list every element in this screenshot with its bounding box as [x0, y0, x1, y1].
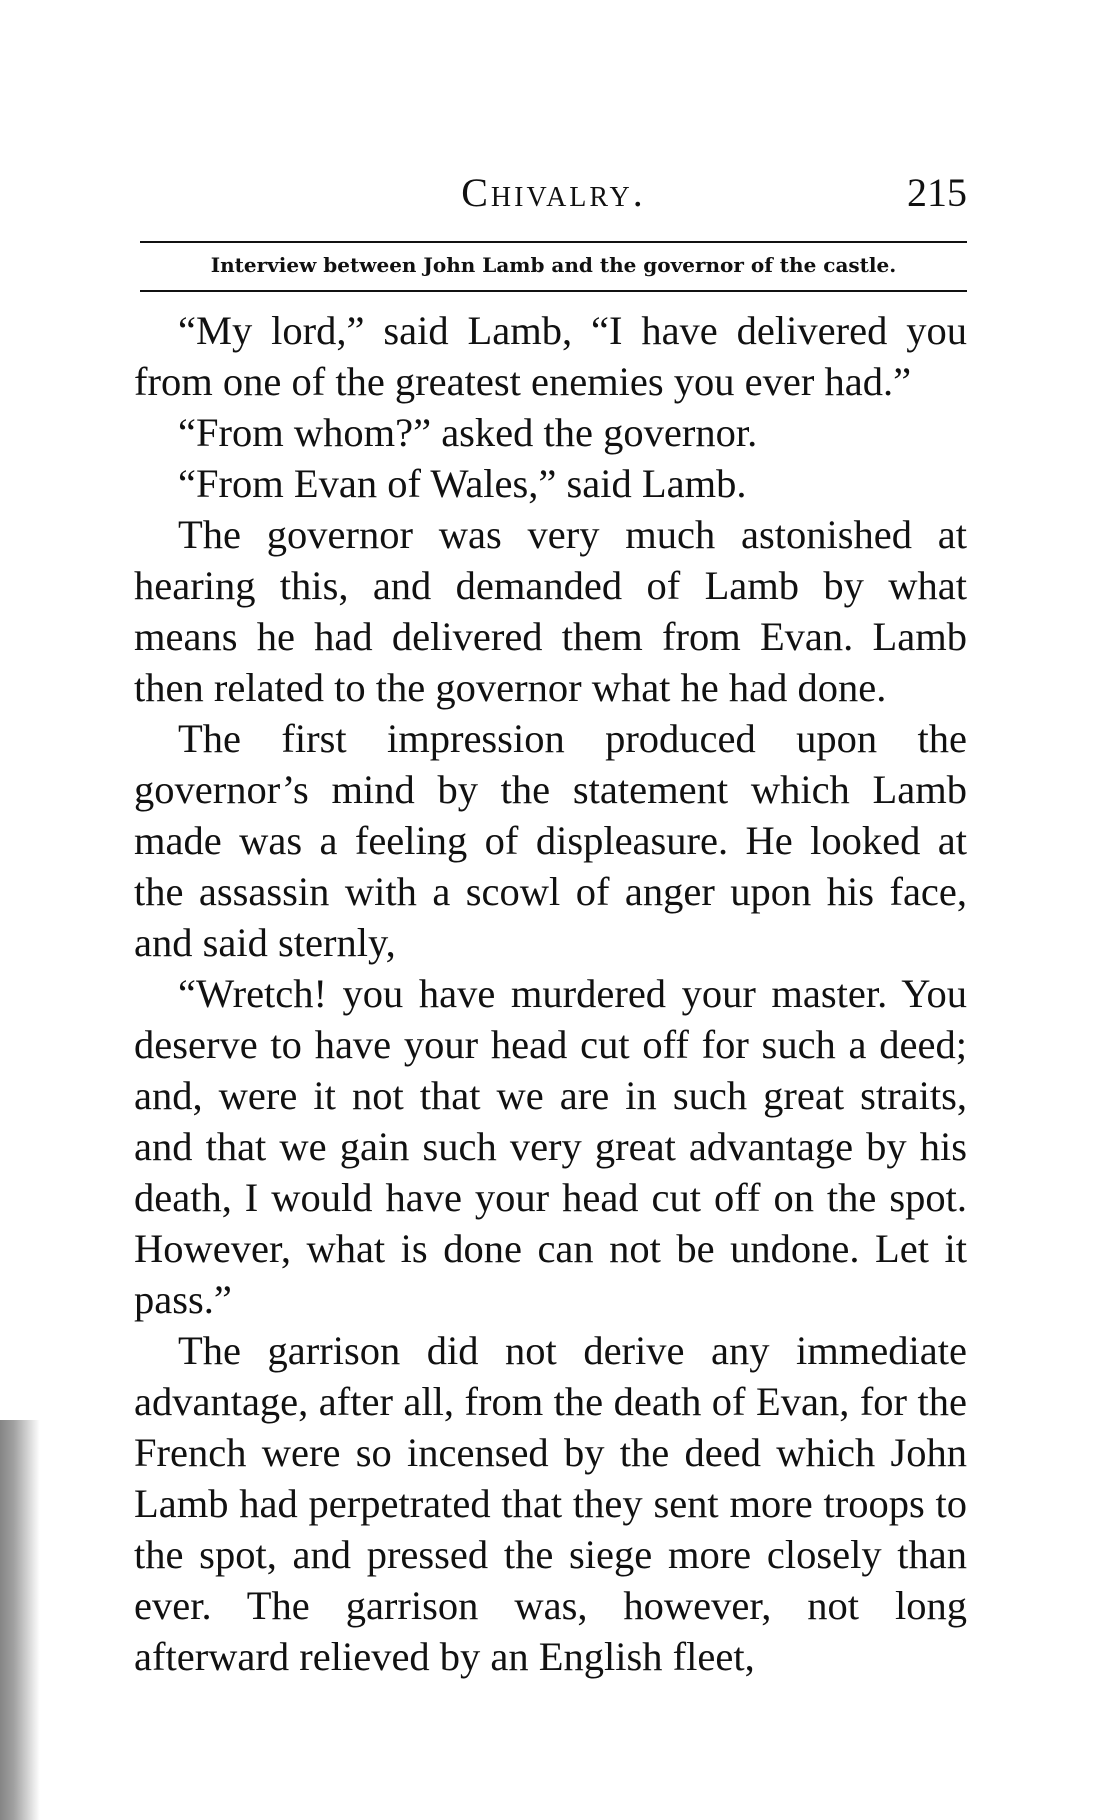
paragraph: “From Evan of Wales,” said Lamb. — [178, 461, 747, 506]
paragraph: The first impression produced upon the governor’s mind by the statement which Lamb made was a feeling of displeasure. He looked at the assassin with a scowl of anger upon his face, and said sternly, — [134, 716, 967, 965]
page-number: 215 — [907, 170, 967, 215]
running-head — [140, 168, 967, 218]
bottom-rule — [140, 290, 967, 292]
page-edge-shadow — [0, 1420, 40, 1820]
paragraph: The garrison did not derive any immediate advantage, after all, from the death of Evan, for the French were so incensed by the deed which John Lamb had perpetrated that they sent more troops to the spot, and pressed the siege more closely than ever. The garrison was, however, not long afterward relieved by an English fleet, — [134, 1328, 967, 1679]
paragraph: The governor was very much astonished at hearing this, and demanded of Lamb by what means he had delivered them from Evan. Lamb then related to the governor what he had done. — [134, 512, 967, 710]
paragraph: “Wretch! you have murdered your master. You deserve to have your head cut off for such a deed; and, were it not that we are in such great straits, and that we gain such very great advantage by his death, I would have your head cut off on the spot. However, what is done can not be undone. Let it pass.” — [134, 971, 967, 1322]
body-text — [134, 305, 967, 1682]
section-subheading: Interview between John Lamb and the governor of the castle. — [210, 253, 897, 277]
paragraph: “My lord,” said Lamb, “I have delivered you from one of the greatest enemies you ever had.” — [134, 308, 967, 404]
paragraph: “From whom?” asked the governor. — [178, 410, 758, 455]
top-rule — [140, 241, 967, 243]
chapter-title: Chivalry. — [461, 170, 646, 215]
